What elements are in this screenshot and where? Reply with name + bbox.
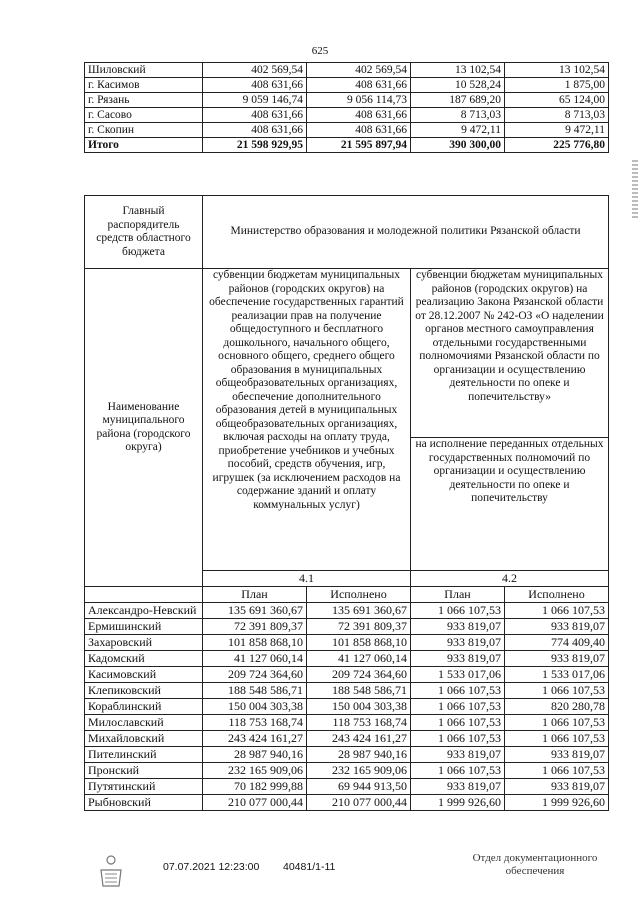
- header-col2-description-b: на исполнение переданных отдельных государственных полномочий по организации и осуществлению деятельности по опеке и попечительству: [411, 438, 609, 571]
- amount-cell: 1 066 107,53: [411, 603, 505, 619]
- header-district-name: Наименование муниципального района (городского округа): [85, 269, 203, 587]
- district-name-cell: Шиловский: [85, 63, 203, 78]
- district-name-cell: г. Касимов: [85, 78, 203, 93]
- amount-cell: 9 472,11: [411, 123, 505, 138]
- amount-cell: 933 819,07: [505, 779, 609, 795]
- district-name-cell: Кораблинский: [85, 699, 203, 715]
- amount-cell: 135 691 360,67: [203, 603, 307, 619]
- amount-cell: 41 127 060,14: [307, 651, 411, 667]
- amount-cell: 933 819,07: [505, 747, 609, 763]
- district-name-cell: Ермишинский: [85, 619, 203, 635]
- amount-cell: 13 102,54: [411, 63, 505, 78]
- amount-cell: 1 533 017,06: [411, 667, 505, 683]
- page-number: 625: [311, 45, 329, 57]
- table-row: [85, 651, 609, 667]
- header-ministry: Министерство образования и молодежной политики Рязанской области: [203, 196, 609, 269]
- table-row: [85, 795, 609, 811]
- top-summary-table: [84, 62, 609, 153]
- amount-cell: 188 548 586,71: [307, 683, 411, 699]
- district-name-cell: Путятинский: [85, 779, 203, 795]
- table-row: [85, 779, 609, 795]
- amount-cell: 8 713,03: [505, 108, 609, 123]
- district-name-cell: Рыбновский: [85, 795, 203, 811]
- table-row: [85, 683, 609, 699]
- amount-cell: 209 724 364,60: [307, 667, 411, 683]
- table-row: [85, 63, 609, 78]
- amount-cell: 1 999 926,60: [411, 795, 505, 811]
- amount-cell: 774 409,40: [505, 635, 609, 651]
- district-name-cell: г. Сасово: [85, 108, 203, 123]
- amount-cell: 41 127 060,14: [203, 651, 307, 667]
- amount-cell: 8 713,03: [411, 108, 505, 123]
- amount-cell: 150 004 303,38: [203, 699, 307, 715]
- amount-cell: 1 066 107,53: [411, 731, 505, 747]
- amount-cell: 101 858 868,10: [203, 635, 307, 651]
- amount-cell: 209 724 364,60: [203, 667, 307, 683]
- amount-cell: 408 631,66: [203, 78, 307, 93]
- district-name-cell: Михайловский: [85, 731, 203, 747]
- amount-cell: 210 077 000,44: [307, 795, 411, 811]
- amount-cell: 13 102,54: [505, 63, 609, 78]
- table-row: [85, 93, 609, 108]
- header-col1-description: субвенции бюджетам муниципальных районов (городских округов) на обеспечение государственных гарантий реализации прав на получение общедоступного и бесплатного дошкольного, начального общего, основного общего, среднего общего образования в муниципальных общеобразовательных организациях, обеспечение дополнительного образования детей в муниципальных общеобразовательных организациях, включая расходы на оплату труда, приобретение учебников и учебных пособий, средств обучения, игр, игрушек (за исключением расходов на содержание зданий и оплату коммунальных услуг): [203, 269, 411, 571]
- amount-cell: 1 066 107,53: [411, 715, 505, 731]
- amount-cell: 933 819,07: [411, 635, 505, 651]
- amount-cell: 188 548 586,71: [203, 683, 307, 699]
- amount-cell: 232 165 909,06: [203, 763, 307, 779]
- amount-cell: 243 424 161,27: [203, 731, 307, 747]
- header-budget-manager: Главный распорядитель средств областного бюджета: [85, 196, 203, 269]
- main-budget-table: [84, 195, 609, 811]
- amount-cell: 1 066 107,53: [411, 683, 505, 699]
- footer-department-stamp: Отдел документационного обеспечения: [472, 852, 598, 877]
- amount-cell: 118 753 168,74: [203, 715, 307, 731]
- header-done-2: Исполнено: [505, 587, 609, 603]
- amount-cell: 933 819,07: [411, 619, 505, 635]
- footer-doc-number: 40481/1-11: [283, 861, 336, 873]
- amount-cell: 72 391 809,37: [307, 619, 411, 635]
- amount-cell: 10 528,24: [411, 78, 505, 93]
- district-name-cell: Итого: [85, 138, 203, 153]
- district-name-cell: Пителинский: [85, 747, 203, 763]
- amount-cell: 118 753 168,74: [307, 715, 411, 731]
- amount-cell: 1 066 107,53: [411, 763, 505, 779]
- district-name-cell: г. Скопин: [85, 123, 203, 138]
- district-name-cell: Клепиковский: [85, 683, 203, 699]
- amount-cell: 210 077 000,44: [203, 795, 307, 811]
- table-row: [85, 635, 609, 651]
- amount-cell: 225 776,80: [505, 138, 609, 153]
- table-row: [85, 715, 609, 731]
- table-row: [85, 699, 609, 715]
- district-name-cell: Милославский: [85, 715, 203, 731]
- amount-cell: 9 472,11: [505, 123, 609, 138]
- amount-cell: 933 819,07: [411, 779, 505, 795]
- amount-cell: 408 631,66: [307, 78, 411, 93]
- amount-cell: 69 944 913,50: [307, 779, 411, 795]
- amount-cell: 933 819,07: [411, 651, 505, 667]
- amount-cell: 1 533 017,06: [505, 667, 609, 683]
- table-row: [85, 619, 609, 635]
- amount-cell: 243 424 161,27: [307, 731, 411, 747]
- amount-cell: 21 595 897,94: [307, 138, 411, 153]
- amount-cell: 1 066 107,53: [505, 603, 609, 619]
- amount-cell: 187 689,20: [411, 93, 505, 108]
- amount-cell: 390 300,00: [411, 138, 505, 153]
- amount-cell: 933 819,07: [505, 651, 609, 667]
- district-name-cell: Александро-Невский: [85, 603, 203, 619]
- amount-cell: 1 066 107,53: [505, 731, 609, 747]
- district-name-cell: Касимовский: [85, 667, 203, 683]
- scan-edge-mark: [632, 160, 638, 220]
- amount-cell: 1 999 926,60: [505, 795, 609, 811]
- amount-cell: 408 631,66: [307, 123, 411, 138]
- amount-cell: 70 182 999,88: [203, 779, 307, 795]
- amount-cell: 21 598 929,95: [203, 138, 307, 153]
- amount-cell: 9 056 114,73: [307, 93, 411, 108]
- amount-cell: 72 391 809,37: [203, 619, 307, 635]
- amount-cell: 232 165 909,06: [307, 763, 411, 779]
- table-row: [85, 603, 609, 619]
- amount-cell: 408 631,66: [307, 108, 411, 123]
- table-row: [85, 731, 609, 747]
- amount-cell: 9 059 146,74: [203, 93, 307, 108]
- amount-cell: 402 569,54: [203, 63, 307, 78]
- amount-cell: 150 004 303,38: [307, 699, 411, 715]
- header-plan-2: План: [411, 587, 505, 603]
- district-name-cell: Захаровский: [85, 635, 203, 651]
- amount-cell: 1 066 107,53: [411, 699, 505, 715]
- emblem-icon: [96, 852, 126, 892]
- header-col2-description-a: субвенции бюджетам муниципальных районов (городских округов) на реализацию Закона Рязанской области от 28.12.2007 № 242-ОЗ «О наделении органов местного самоуправления отдельными государственными полномочиями Рязанской области по организации и осуществлению деятельности по опеке и попечительству»: [411, 269, 609, 438]
- footer-datetime: 07.07.2021 12:23:00: [163, 861, 260, 873]
- amount-cell: 28 987 940,16: [203, 747, 307, 763]
- table-row: [85, 747, 609, 763]
- table-row: [85, 108, 609, 123]
- table-row: [85, 78, 609, 93]
- header-code-4-2: 4.2: [411, 571, 609, 587]
- amount-cell: 1 066 107,53: [505, 683, 609, 699]
- amount-cell: 933 819,07: [411, 747, 505, 763]
- table-row: [85, 123, 609, 138]
- amount-cell: 402 569,54: [307, 63, 411, 78]
- amount-cell: 408 631,66: [203, 108, 307, 123]
- header-done-1: Исполнено: [307, 587, 411, 603]
- amount-cell: 1 066 107,53: [505, 715, 609, 731]
- amount-cell: 820 280,78: [505, 699, 609, 715]
- amount-cell: 135 691 360,67: [307, 603, 411, 619]
- district-name-cell: г. Рязань: [85, 93, 203, 108]
- district-name-cell: Пронский: [85, 763, 203, 779]
- table-row: [85, 763, 609, 779]
- total-row: [85, 138, 609, 153]
- amount-cell: 101 858 868,10: [307, 635, 411, 651]
- amount-cell: 408 631,66: [203, 123, 307, 138]
- table-row: [85, 667, 609, 683]
- header-blank: [85, 587, 203, 603]
- header-code-4-1: 4.1: [203, 571, 411, 587]
- amount-cell: 933 819,07: [505, 619, 609, 635]
- amount-cell: 1 875,00: [505, 78, 609, 93]
- amount-cell: 28 987 940,16: [307, 747, 411, 763]
- amount-cell: 65 124,00: [505, 93, 609, 108]
- district-name-cell: Кадомский: [85, 651, 203, 667]
- amount-cell: 1 066 107,53: [505, 763, 609, 779]
- header-plan-1: План: [203, 587, 307, 603]
